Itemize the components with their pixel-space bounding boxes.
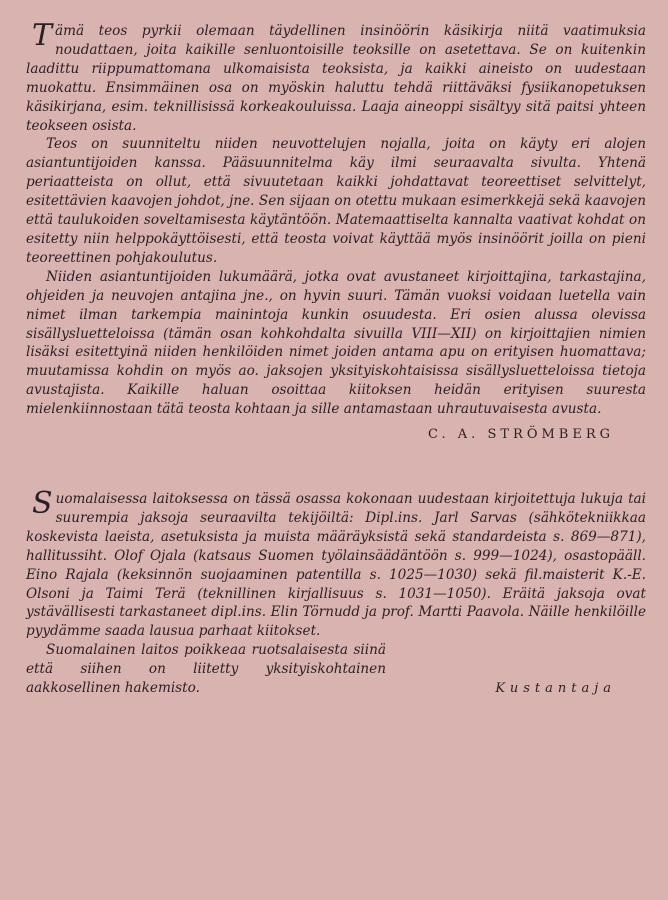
drop-cap-2: S — [32, 486, 53, 522]
author-signature: C. A. STRÖMBERG — [428, 427, 614, 443]
paragraph-1 — [26, 18, 646, 135]
preface-section — [26, 18, 646, 443]
paragraph-4 — [26, 486, 646, 641]
paragraph-1-text: ämä teos pyrkii olemaan täydellinen insinöörin käsikirja niitä vaatimuksia noudattaen, joita kaikille senluontoisille teoksille on asetettava. Se on kuitenkin laadittu riippumattomana ulkomaisista teoksista, ja kaikki aineisto on uudestaan muokattu. Ensimmäinen osa on myöskin haluttu tehdä riittäväksi fysiikanopetuksen käsikirjana, esim. teknillisissä korkeakouluissa. Laaja aineoppi sisältyy sitä paitsi yhteen teokseen osista. — [26, 23, 646, 134]
publisher-signature: Kustantaja — [495, 681, 616, 696]
finnish-edition-section — [26, 486, 646, 697]
drop-cap: T — [32, 18, 53, 53]
paragraph-3: Niiden asiantuntijoiden lukumäärä, jotka ovat avustaneet kirjoittajina, tarkastajina, ohjeiden ja neuvojen antajina jne., on hyvin suuri. Tämän vuoksi voidaan luetella vain nimet ilman tarkempia mainintoja kunkin osuudesta. Eri osien alussa olevissa sisällysluetteloissa (tämän osan kohkohdalta sivuilla VIII—XII) on kirjoittajien nimien lisäksi esitettyinä niiden henkilöiden nimet joiden antama apu on erityisen huomattava; muutamissa kohdin on myös ao. jaksojen yksityiskohtaisissa sisällysluetteloissa tietoja avustajista. Kaikille haluan osoittaa kiitoksen heidän erityisen suuresta mielenkiinnostaan tätä teosta kohtaan ja sille antamastaan uhrautuvaisesta avusta. — [26, 268, 646, 418]
paragraph-4-text: uomalaisessa laitoksessa on tässä osassa kokonaan uudestaan kirjoitettuja lukuja tai suurempia jaksoja seuraavilta tekijöiltä: Dipl.ins. Jarl Sarvas (sähkötekniikkaa koskevista laeista, asetuksista ja muista määräyksistä sekä standardeista s. 869—871), hallitussiht. Olof Ojala (katsaus Suomen työlainsäädäntöön s. 999—1024), osastopääll. Eino Rajala (keksinnön suojaaminen patentilla s. 1025—1030) sekä fil.maisterit K.-E. Olsoni ja Taimi Terä (teknillinen kirjallisuus s. 1031—1050). Eräitä jaksoja ovat ystävällisesti tarkastaneet dipl.ins. Elin Törnudd ja prof. Martti Paavola. Näille henkilöille pyydämme saada lausua parhaat kiitokset. — [26, 491, 646, 640]
paragraph-2: Teos on suunniteltu niiden neuvottelujen nojalla, joita on käyty eri alojen asiantuntijoiden kanssa. Pääsuunnitelma käy ilmi seuraavalta sivulta. Yhtenä periaatteista on ollut, että sivuutetaan kaikki johdattavat teoreettiset selvittelyt, esitettävien kaavojen johdot, jne. Sen sijaan on otettu mukaan esimerkkejä sekä kaavojen että taulukoiden soveltamisesta käytäntöön. Matemaattiselta kannalta vaativat kohdat on esitetty niin helppokäyttöisesti, että teosta voivat käyttää myös insinöörit joilla on pieni teoreettinen pohjakoulutus. — [26, 136, 646, 266]
paragraph-5: Suomalainen laitos poikkeaa ruotsalaisesta siinä että siihen on liitetty yksityiskohtainen aakkosellinen hakemisto. — [26, 642, 386, 697]
